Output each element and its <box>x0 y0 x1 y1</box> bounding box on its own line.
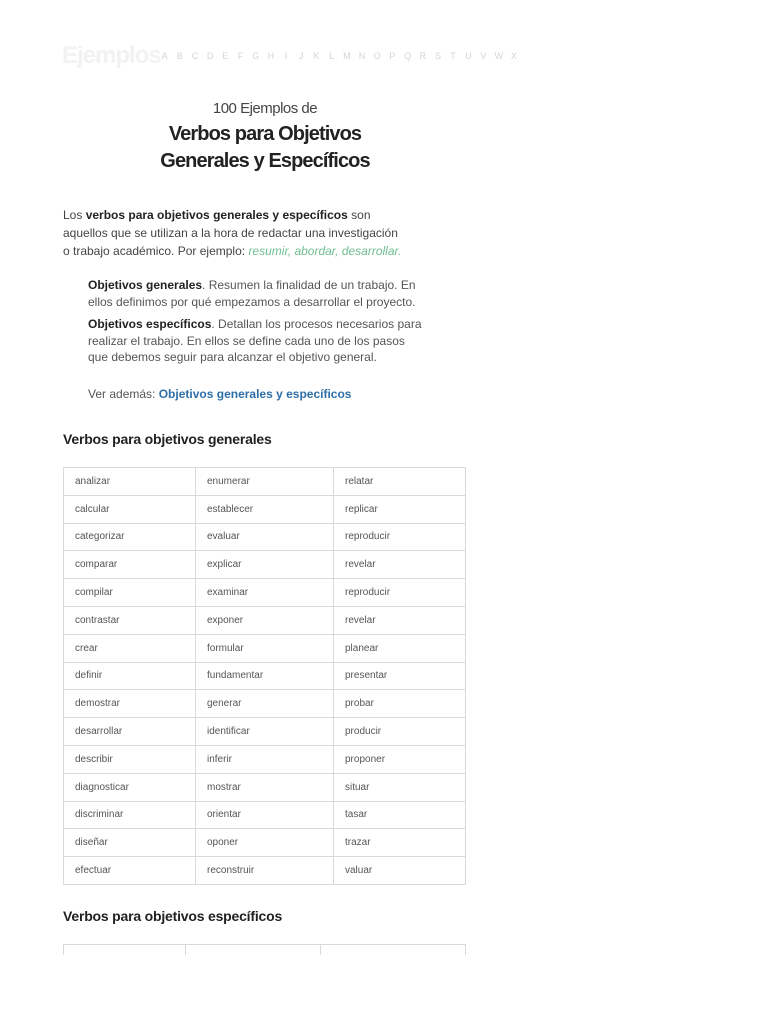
alphabet-letter[interactable]: U <box>465 51 472 61</box>
verb-cell: diagnosticar <box>64 773 196 801</box>
alphabet-letter[interactable]: N <box>358 51 366 61</box>
alphabet-letter[interactable]: R <box>419 51 427 61</box>
alphabet-letter[interactable]: H <box>267 51 275 61</box>
alphabet-letter[interactable]: O <box>373 51 381 61</box>
verb-cell: definir <box>64 662 196 690</box>
page-pretitle: 100 Ejemplos de <box>212 100 318 117</box>
verb-cell: situar <box>334 773 466 801</box>
see-also <box>88 387 351 401</box>
verb-cell: explicar <box>196 551 334 579</box>
alphabet-letter[interactable]: G <box>252 51 260 61</box>
alphabet-letter[interactable]: K <box>313 51 320 61</box>
table-row <box>64 773 466 801</box>
table-row <box>64 801 466 829</box>
definition-term: Objetivos específicos <box>88 317 212 331</box>
verb-cell: formular <box>196 634 334 662</box>
verb-cell: revelar <box>334 551 466 579</box>
alphabet-letter[interactable]: E <box>222 51 229 61</box>
table-row <box>64 857 466 885</box>
verb-cell: mostrar <box>196 773 334 801</box>
verb-cell: tasar <box>334 801 466 829</box>
verb-cell: diseñar <box>64 829 196 857</box>
verb-cell: crear <box>64 634 196 662</box>
see-also-link[interactable]: Objetivos generales y específicos <box>158 387 352 401</box>
alphabet-letter[interactable]: C <box>191 51 199 61</box>
definition-text: . Resumen la finalidad de un trabajo. En ellos definimos por qué empezamos a desarrollar el proyecto. <box>88 278 416 309</box>
table-row <box>64 495 466 523</box>
alphabet-letter[interactable]: I <box>284 51 288 61</box>
definition-general <box>88 277 422 310</box>
verb-cell: orientar <box>196 801 334 829</box>
table-cell <box>64 945 186 956</box>
table-row <box>64 945 466 956</box>
alphabet-letter[interactable]: Q <box>404 51 412 61</box>
definition-specific <box>88 316 422 366</box>
verb-cell: analizar <box>64 468 196 496</box>
verb-cell: establecer <box>196 495 334 523</box>
section-heading-general: Verbos para objetivos generales <box>63 431 272 447</box>
top-navigation <box>0 40 768 74</box>
verb-cell: reproducir <box>334 579 466 607</box>
alphabet-letter[interactable]: P <box>389 51 396 61</box>
alphabet-letter[interactable]: A <box>161 51 168 61</box>
verb-cell: examinar <box>196 579 334 607</box>
verb-cell: probar <box>334 690 466 718</box>
table-row <box>64 551 466 579</box>
alphabet-letter[interactable]: W <box>494 51 503 61</box>
verb-cell: fundamentar <box>196 662 334 690</box>
page-title-line2: Generales y Específicos <box>160 150 370 172</box>
verb-cell: reconstruir <box>196 857 334 885</box>
site-logo[interactable]: Ejemplos <box>62 42 161 69</box>
intro-after: son aquellos que se utilizan a la hora de redactar una investigación o trabajo académico. Por ejemplo: <box>63 208 398 258</box>
see-also-label: Ver además: <box>88 387 159 401</box>
verb-cell: efectuar <box>64 857 196 885</box>
alphabet-letter[interactable]: V <box>480 51 487 61</box>
page-title-line1: Verbos para Objetivos <box>168 123 362 145</box>
verb-cell: exponer <box>196 606 334 634</box>
verb-cell: evaluar <box>196 523 334 551</box>
verb-cell: describir <box>64 745 196 773</box>
table-cell <box>321 945 466 956</box>
verb-cell: planear <box>334 634 466 662</box>
alphabet-letter[interactable]: D <box>206 51 214 61</box>
intro-before: Los <box>63 208 86 222</box>
verb-cell: contrastar <box>64 606 196 634</box>
table-row <box>64 718 466 746</box>
table-cell <box>186 945 321 956</box>
alphabet-letter[interactable]: L <box>329 51 335 61</box>
page-title <box>63 121 467 175</box>
intro-paragraph <box>63 206 403 260</box>
verb-cell: enumerar <box>196 468 334 496</box>
table-row <box>64 634 466 662</box>
table-row <box>64 468 466 496</box>
objective-definitions <box>88 277 422 372</box>
alphabet-letter[interactable]: B <box>176 51 183 61</box>
table-row <box>64 523 466 551</box>
alphabet-letter[interactable]: M <box>343 51 351 61</box>
general-verbs-table <box>63 467 466 885</box>
verb-cell: compilar <box>64 579 196 607</box>
alphabet-letter[interactable]: F <box>237 51 244 61</box>
definition-text: . Detallan los procesos necesarios para realizar el trabajo. En ellos se define cada uno de los pasos que debemos seguir para alcanzar el objetivo general. <box>88 317 422 364</box>
verb-cell: calcular <box>64 495 196 523</box>
article-header <box>63 100 467 175</box>
verb-cell: identificar <box>196 718 334 746</box>
verb-cell: producir <box>334 718 466 746</box>
table-row <box>64 745 466 773</box>
intro-examples: resumir, abordar, desarrollar. <box>248 244 402 258</box>
alphabet-letter[interactable]: S <box>434 51 441 61</box>
alphabet-letter[interactable]: T <box>450 51 456 61</box>
table-row <box>64 579 466 607</box>
verb-cell: inferir <box>196 745 334 773</box>
definition-term: Objetivos generales <box>88 278 203 292</box>
verb-cell: revelar <box>334 606 466 634</box>
verb-cell: discriminar <box>64 801 196 829</box>
verb-cell: demostrar <box>64 690 196 718</box>
verb-cell: replicar <box>334 495 466 523</box>
verb-cell: generar <box>196 690 334 718</box>
table-row <box>64 606 466 634</box>
intro-bold: verbos para objetivos generales y específicos <box>85 208 348 222</box>
verb-cell: proponer <box>334 745 466 773</box>
verb-cell: valuar <box>334 857 466 885</box>
alphabet-index <box>157 51 522 61</box>
specific-verbs-table <box>63 944 466 955</box>
verb-cell: reproducir <box>334 523 466 551</box>
verb-cell: relatar <box>334 468 466 496</box>
table-row <box>64 662 466 690</box>
section-heading-specific: Verbos para objetivos específicos <box>63 908 283 924</box>
table-row <box>64 690 466 718</box>
alphabet-letter[interactable]: J <box>299 51 304 61</box>
table-row <box>64 829 466 857</box>
verb-cell: desarrollar <box>64 718 196 746</box>
verb-cell: oponer <box>196 829 334 857</box>
verb-cell: categorizar <box>64 523 196 551</box>
alphabet-letter[interactable]: X <box>510 51 517 61</box>
verb-cell: trazar <box>334 829 466 857</box>
verb-cell: comparar <box>64 551 196 579</box>
verb-cell: presentar <box>334 662 466 690</box>
